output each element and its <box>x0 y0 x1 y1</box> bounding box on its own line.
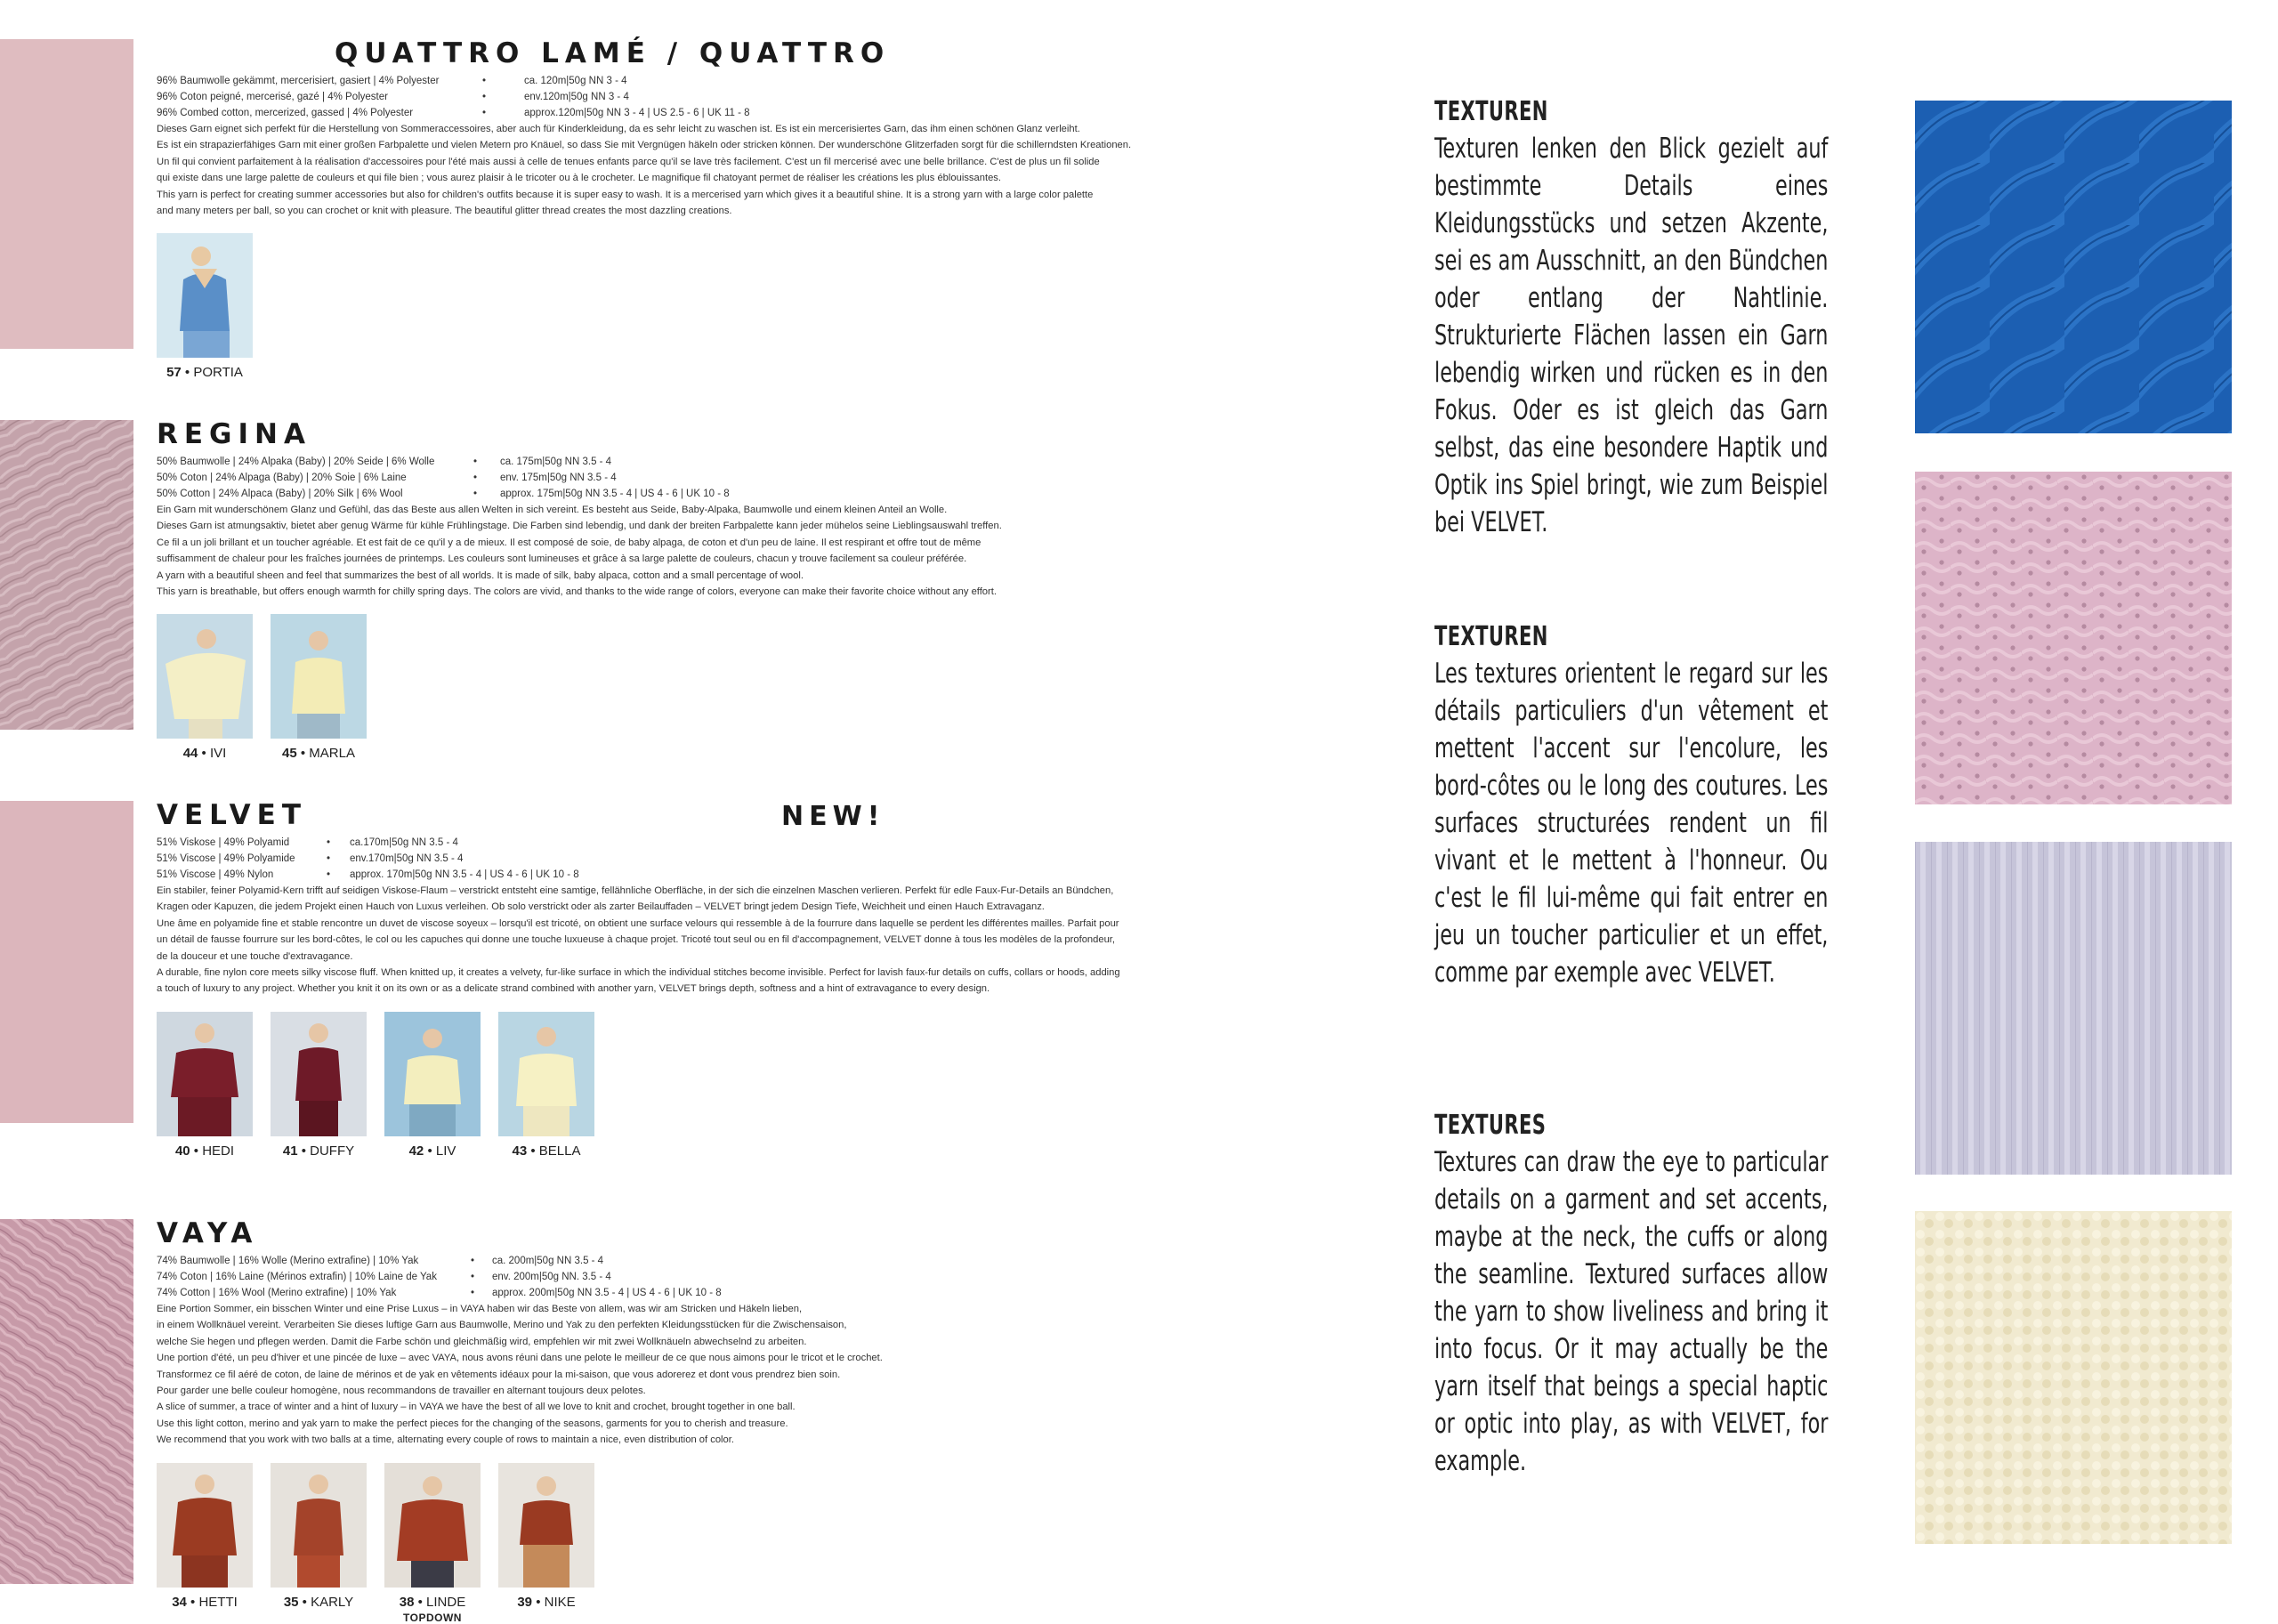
spec-row: 50% Coton | 24% Alpaga (Baby) | 20% Soie | 6% Laine • env. 175m|50g NN 3.5 - 4 <box>157 470 1118 486</box>
model-caption: 35 • KARLY <box>283 1594 354 1610</box>
section-title: QUATTRO LAMÉ / QUATTRO <box>335 37 891 69</box>
fiber-content: 74% Baumwolle | 16% Wolle (Merino extrafine) | 10% Yak <box>157 1256 419 1266</box>
fiber-content: 50% Cotton | 24% Alpaca (Baby) | 20% Silk | 6% Wool <box>157 489 403 499</box>
model-caption: 43 • BELLA <box>512 1143 581 1159</box>
model-thumbnails <box>157 1463 1118 1624</box>
text-heading: TEXTUREN <box>1434 621 1548 652</box>
velvet-section <box>157 799 1118 1159</box>
model-card[interactable] <box>498 1463 594 1624</box>
fiber-content: 51% Viskose | 49% Polyamid <box>157 837 290 848</box>
yardage: approx. 175m|50g NN 3.5 - 4 | US 4 - 6 | UK 10 - 8 <box>500 489 730 499</box>
model-caption: 41 • DUFFY <box>282 1143 355 1159</box>
model-card[interactable] <box>271 1012 367 1159</box>
vaya-yarn-swatch <box>0 1219 133 1584</box>
model-photo-linde[interactable] <box>384 1463 481 1588</box>
model-photo-bella[interactable] <box>498 1012 594 1136</box>
spec-list <box>157 454 1118 502</box>
yardage: approx. 170m|50g NN 3.5 - 4 | US 4 - 6 | UK 10 - 8 <box>350 869 579 880</box>
spec-row: 74% Baumwolle | 16% Wolle (Merino extrafine) | 10% Yak • ca. 200m|50g NN 3.5 - 4 <box>157 1253 1118 1269</box>
yardage: ca. 120m|50g NN 3 - 4 <box>524 76 627 86</box>
model-caption: 34 • HETTI <box>172 1594 238 1610</box>
texture-lilac-fluffy <box>1915 842 2232 1175</box>
texture-cream-boucle <box>1915 1211 2232 1544</box>
yardage: ca. 200m|50g NN 3.5 - 4 <box>492 1256 604 1266</box>
spec-row: 51% Viscose | 49% Nylon • approx. 170m|50g NN 3.5 - 4 | US 4 - 6 | UK 10 - 8 <box>157 867 1118 883</box>
yardage: ca.170m|50g NN 3.5 - 4 <box>350 837 458 848</box>
model-thumbnails <box>157 614 1118 761</box>
fiber-content: 50% Coton | 24% Alpaga (Baby) | 20% Soie | 6% Laine <box>157 473 407 483</box>
spec-row: 50% Baumwolle | 24% Alpaka (Baby) | 20% Seide | 6% Wolle • ca. 175m|50g NN 3.5 - 4 <box>157 454 1118 470</box>
model-card[interactable] <box>157 614 253 761</box>
model-card[interactable] <box>157 1463 253 1624</box>
spec-row: 74% Coton | 16% Laine (Mérinos extrafin) | 10% Laine de Yak • env. 200m|50g NN. 3.5 - 4 <box>157 1269 1118 1285</box>
model-caption: 42 • LIV <box>408 1143 456 1159</box>
model-caption: 57 • PORTIA <box>166 365 243 381</box>
fiber-content: 96% Baumwolle gekämmt, mercerisiert, gasiert | 4% Polyester <box>157 76 440 86</box>
text-body: Les textures orientent le regard sur les détails particuliers d'un vêtement et mettent l'accent sur l'encolure, les bord-côtes ou le long des coutures. Les surfaces structurées rendent un fil vivant et le mettent à l'honneur. Ou c'est le fil lui-même qui fait entrer en jeu un toucher particulier et un effet, comme par exemple avec VELVET. <box>1434 658 1829 989</box>
model-card[interactable] <box>157 233 253 380</box>
yardage: env.120m|50g NN 3 - 4 <box>524 92 629 102</box>
yardage: ca. 175m|50g NN 3.5 - 4 <box>500 456 612 467</box>
fiber-content: 96% Combed cotton, mercerized, gassed | 4% Polyester <box>157 108 414 118</box>
description: Eine Portion Sommer, ein bisschen Winter und eine Prise Luxus – in VAYA haben wir das Beste von allem, was wir am Stricken und Häkeln lieben, in einem Wollknäuel vereint. Verarbeiten Sie dieses luftige Garn aus Baumwolle, Merino und Yak zu den perfekten Kleidungsstücken für die Zwischensaison, welche Sie hegen und pflegen werden. Damit die Farbe schön und gleichmäßig wird, empfehlen wir mit zwei Wollknäueln abwechselnd zu arbeiten. Une portion d'été, un peu d'hiver et une pincée de luxe – avec VAYA, nous avons réuni dans une pelote le meilleur de ce que nous aimons pour le tricot et le crochet. Transformez ce fil aéré de coton, de laine de mérinos et de yak en vêtements idéaux pour la mi-saison, que vous adorerez et dont vous prendrez bien soin. Pour garder une belle couleur homogène, nous recommandons de travailler en alternant toujours deux pelotes. A slice of summer, a trace of winter and a hint of luxury – in VAYA we have the best of all we love to knit and crochet, brought together in one ball. Use this light cotton, merino and yak yarn to make the perfect pieces for the changing of the seasons, garments for you to cherish and treasure. We recommend that you work with two balls at a time, alternating every couple of rows to maintain a nice, even distribution of color. <box>157 1304 883 1446</box>
textures-french <box>1434 619 1828 991</box>
fiber-content: 50% Baumwolle | 24% Alpaka (Baby) | 20% Seide | 6% Wolle <box>157 456 435 467</box>
spec-list <box>157 73 1118 121</box>
regina-section <box>157 418 1118 761</box>
description: Ein Garn mit wunderschönem Glanz und Gefühl, das das Beste aus allen Welten in sich vereint. Es besteht aus Seide, Baby-Alpaka, Baumwolle und einem kleinen Anteil an Wolle. Dieses Garn ist atmungsaktiv, bietet aber genug Wärme für kühle Frühlingstage. Die Farben sind lebendig, und dank der breiten Farbpalette kann jeder mühelos seine Lieblingsauswahl treffen. Ce fil a un joli brillant et un toucher agréable. Et est fait de ce qu'il y a de mieux. Il est composé de soie, de baby alpaga, de coton et d'un peu de laine. Il est respirant et offre tout de même suffisamment de chaleur pour les fraîches journées de printemps. Les couleurs sont lumineuses et grâce à sa large palette de couleurs, chacun y trouve facilement sa couleur préférée. A yarn with a beautiful sheen and feel that summarizes the best of all worlds. It is made of silk, baby alpaca, cotton and a small percentage of wool. This yarn is breathable, but offers enough warmth for chilly spring days. The colors are vivid, and thanks to the wide range of colors, everyone can make their favorite choice without any effort. <box>157 505 1002 598</box>
spec-row: 96% Coton peigné, mercerisé, gazé | 4% Polyester • env.120m|50g NN 3 - 4 <box>157 89 1118 105</box>
model-card[interactable] <box>157 1012 253 1159</box>
model-caption: 39 • NIKE <box>517 1594 576 1610</box>
model-caption: 44 • IVI <box>182 746 227 762</box>
model-photo-liv[interactable] <box>384 1012 481 1136</box>
model-photo-duffy[interactable] <box>271 1012 367 1136</box>
spec-row: 51% Viskose | 49% Polyamid • ca.170m|50g NN 3.5 - 4 <box>157 835 1118 851</box>
fiber-content: 74% Coton | 16% Laine (Mérinos extrafin) | 10% Laine de Yak <box>157 1272 437 1282</box>
quattro-yarn-swatch <box>0 39 133 349</box>
spec-row: 50% Cotton | 24% Alpaca (Baby) | 20% Silk | 6% Wool • approx. 175m|50g NN 3.5 - 4 | US 4 - 6 | UK 10 - 8 <box>157 486 1118 502</box>
texture-blue-cable <box>1915 101 2232 433</box>
quattro-section <box>157 37 1132 381</box>
new-badge: NEW! <box>781 801 885 832</box>
model-photo-ivi[interactable] <box>157 614 253 739</box>
section-title: REGINA <box>157 418 311 450</box>
model-caption: 45 • MARLA <box>282 746 355 762</box>
spec-list <box>157 1253 1118 1301</box>
model-photo-nike[interactable] <box>498 1463 594 1588</box>
vaya-section <box>157 1217 1118 1624</box>
yardage: env. 175m|50g NN 3.5 - 4 <box>500 473 617 483</box>
velvet-yarn-swatch <box>0 801 133 1123</box>
text-body: Texturen lenken den Blick gezielt auf bestimmte Details eines Kleidungsstücks und setzen Akzente, sei es am Ausschnitt, an den Bündchen oder entlang der Nahtlinie. Strukturierte Flächen lassen ein Garn lebendig wirken und rücken es in den Fokus. Oder es ist gleich das Garn selbst, das eine besondere Haptik und Optik ins Spiel bringt, wie zum Beispiel bei VELVET. <box>1434 133 1829 538</box>
description: Dieses Garn eignet sich perfekt für die Herstellung von Sommeraccessoires, aber auch für Kinderkleidung, da es sehr leicht zu waschen ist. Es ist ein mercerisiertes Garn, das ihm einen schönen Glanz verleiht. Es ist ein strapazierfähiges Garn mit einer großen Farbpalette und vielen Metern pro Knäuel, so dass Sie mit Vergnügen häkeln oder stricken können. Der wunderschöne Glitzerfaden sorgt für die schillerndsten Kreationen. Un fil qui convient parfaitement à la réalisation d'accessoires pour l'été mais aussi à celle de tenues enfants parce qu'il se lave très facilement. C'est un fil mercerisé avec une belle brillance. C'est de plus un fil solide qui existe dans une large palette de couleurs et qui file bien ; vous aurez plaisir à le tricoter ou à le crocheter. Le magnifique fil chatoyant permet de réaliser les créations les plus éblouissantes. This yarn is perfect for creating summer accessories but also for children's outfits because it is super easy to wash. It is a mercerised yarn which gives it a beautiful shine. It is a strong yarn with a large color palette and many meters per ball, so you can crochet or knit with pleasure. The beautiful glitter thread creates the most dazzling creations. <box>157 124 1132 217</box>
model-caption-sub: TOPDOWN <box>403 1611 462 1624</box>
spec-row: 96% Baumwolle gekämmt, mercerisiert, gasiert | 4% Polyester • ca. 120m|50g NN 3 - 4 <box>157 73 1118 89</box>
model-thumbnails <box>157 233 1118 380</box>
fiber-content: 96% Coton peigné, mercerisé, gazé | 4% Polyester <box>157 92 388 102</box>
text-body: Textures can draw the eye to particular details on a garment and set accents, maybe at the neck, the cuffs or along the seamline. Textured surfaces allow the yarn to show liveliness and bring it into focus. Or it may actually be the yarn itself that beings a special haptic or optic into play, as with VELVET, for example. <box>1434 1146 1829 1477</box>
textures-english <box>1434 1108 1828 1480</box>
model-card[interactable] <box>498 1012 594 1159</box>
model-caption: 38 • LINDE <box>399 1594 466 1610</box>
model-card[interactable] <box>384 1463 481 1624</box>
model-card[interactable] <box>384 1012 481 1159</box>
section-title: VAYA <box>157 1217 259 1249</box>
fiber-content: 51% Viscose | 49% Polyamide <box>157 853 295 864</box>
model-photo-hedi[interactable] <box>157 1012 253 1136</box>
section-title: VELVET <box>157 799 307 831</box>
yardage: env. 200m|50g NN. 3.5 - 4 <box>492 1272 611 1282</box>
model-photo-hetti[interactable] <box>157 1463 253 1588</box>
model-caption: 40 • HEDI <box>174 1143 235 1159</box>
yardage: approx. 200m|50g NN 3.5 - 4 | US 4 - 6 | UK 10 - 8 <box>492 1288 722 1298</box>
fiber-content: 51% Viscose | 49% Nylon <box>157 869 274 880</box>
yardage: env.170m|50g NN 3.5 - 4 <box>350 853 464 864</box>
yardage: approx.120m|50g NN 3 - 4 | US 2.5 - 6 | UK 11 - 8 <box>524 108 750 118</box>
model-photo-karly[interactable] <box>271 1463 367 1588</box>
text-heading: TEXTURES <box>1434 1110 1547 1141</box>
spec-list <box>157 835 1118 883</box>
model-photo-marla[interactable] <box>271 614 367 739</box>
textures-german <box>1434 94 1828 541</box>
model-card[interactable] <box>271 1463 367 1624</box>
text-heading: TEXTUREN <box>1434 96 1548 127</box>
spec-row: 96% Combed cotton, mercerized, gassed | 4% Polyester • approx.120m|50g NN 3 - 4 | US 2.5 - 6 | UK 11 - 8 <box>157 105 1118 121</box>
spec-row: 51% Viscose | 49% Polyamide • env.170m|50g NN 3.5 - 4 <box>157 851 1118 867</box>
model-thumbnails <box>157 1012 1118 1159</box>
description: Ein stabiler, feiner Polyamid-Kern trifft auf seidigen Viskose-Flaum – verstrickt entsteht eine samtige, fellähnliche Oberfläche, in der sich die einzelnen Maschen verlieren. Perfekt für edle Faux-Fur-Details an Bündchen, Kragen oder Kapuzen, die jedem Projekt einen Hauch von Luxus verleihen. Ob solo verstrickt oder als zarter Beilauffaden – VELVET bringt jedem Design Tiefe, Weichheit und einen Hauch Extravaganz. Une âme en polyamide fine et stable rencontre un duvet de viscose soyeux – lorsqu'il est tricoté, on obtient une surface velours qui ressemble à de la fourrure dans laquelle se perdent les différentes mailles. Parfait pour un détail de fausse fourrure sur les bord-côtes, le col ou les capuches qui donne une touche luxueuse à chaque projet. Tricoté tout seul ou en fil d'accompagnement, VELVET donne à tous les modèles de la profondeur, de la douceur et une touche d'extravagance. A durable, fine nylon core meets silky viscose fluff. When knitted up, it creates a velvety, fur-like surface in which the individual stitches become invisible. Perfect for lavish faux-fur details on cuffs, collars or hoods, adding a touch of luxury to any project. Whether you knit it on its own or as a delicate strand combined with another yarn, VELVET brings depth, softness and a hint of extravagance to every design. <box>157 885 1120 995</box>
model-photo-portia[interactable] <box>157 233 253 358</box>
model-card[interactable] <box>271 614 367 761</box>
texture-pink-lace <box>1915 472 2232 804</box>
spec-row: 74% Cotton | 16% Wool (Merino extrafine) | 10% Yak • approx. 200m|50g NN 3.5 - 4 | US 4 - 6 | UK 10 - 8 <box>157 1285 1118 1301</box>
fiber-content: 74% Cotton | 16% Wool (Merino extrafine) | 10% Yak <box>157 1288 397 1298</box>
regina-yarn-swatch <box>0 420 133 730</box>
